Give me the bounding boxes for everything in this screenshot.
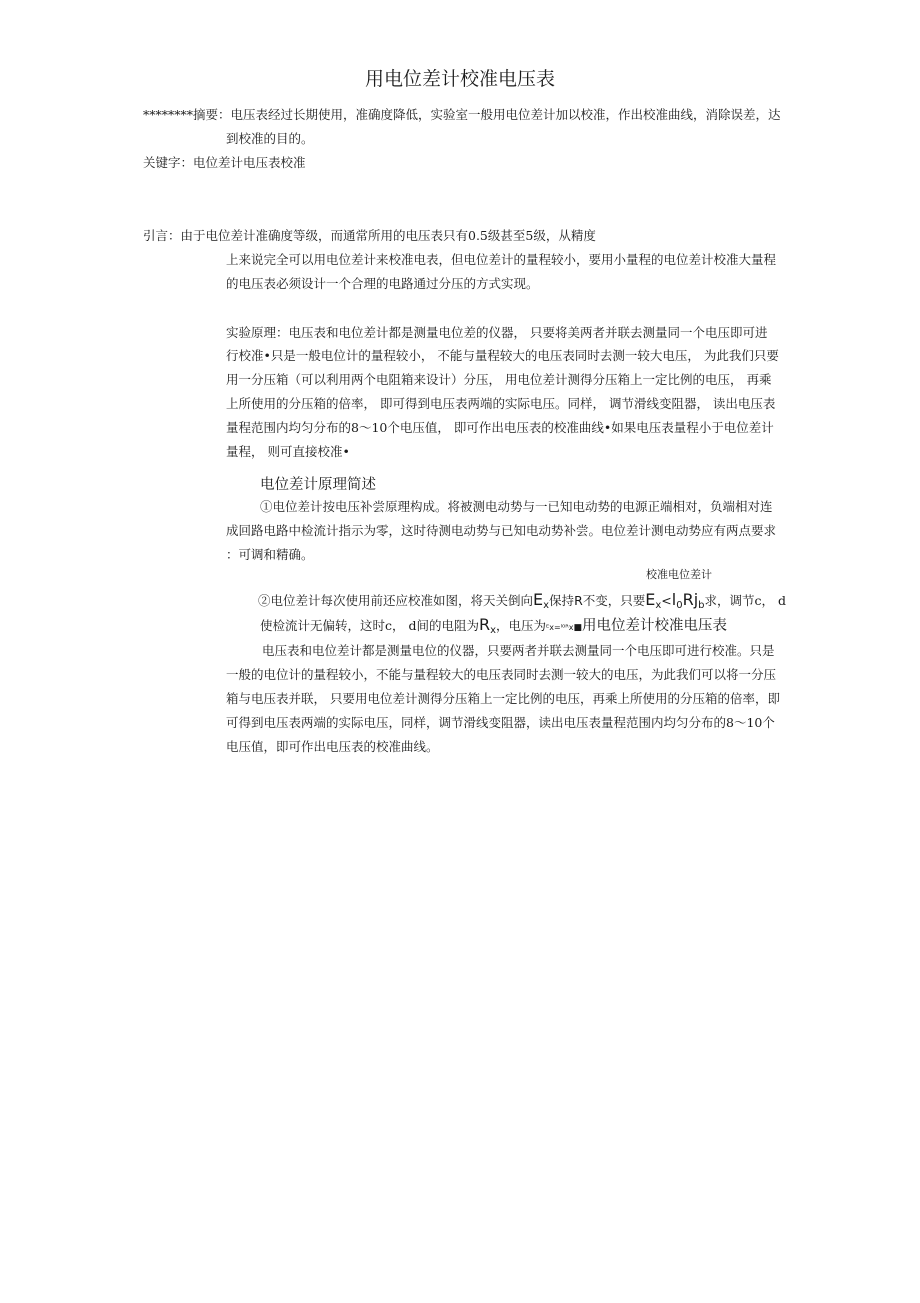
formula: ᴱx=ˡ⁰ᴿx (546, 623, 574, 632)
paragraph-line (260, 617, 727, 639)
principle-line: 量程， 则可直接校准• (226, 444, 350, 459)
text-run: 求，调节c， d (704, 593, 787, 608)
text-run: 不变，只要 (582, 593, 646, 608)
abstract-line: ********摘要：电压表经过长期使用，准确度降低，实验室一般用电位差计加以校准，作出校准曲线，消除误差，达 (143, 107, 781, 122)
paragraph-line: 箱与电压表并联， 只要用电位差计测得分压箱上一定比例的电压，再乘上所使用的分压箱的倍率，即 (226, 691, 780, 706)
text-run: 保持 (549, 593, 575, 608)
principle-line: 用一分压箱（可以利用两个电阻箱来设计）分压， 用电位差计测得分压箱上一定比例的电压， 再乘 (226, 372, 772, 387)
inline-heading: 用电位差计校准电压表 (581, 618, 727, 634)
principle-line: 行校准•只是一般电位计的量程较小， 不能与量程较大的电压表同时去测一较大电压， 为此我们只要 (226, 348, 779, 363)
symbol: E (645, 590, 656, 609)
paragraph-line: ①电位差计按电压补尝原理构成。将被测电动势与一已知电动势的电源正端相对，负端相对连 (260, 499, 773, 514)
subscript: x (543, 600, 550, 611)
subscript: b (698, 600, 705, 611)
subscript: x (490, 625, 497, 636)
intro-line: 引言：由于电位差计准确度等级，而通常所用的电压表只有0.5级甚至5级，从精度 (143, 228, 596, 243)
intro-line: 的电压表必须设计一个合理的电路通过分压的方式实现。 (226, 276, 539, 291)
principle-line: 量程范围内均匀分布的8～10个电压值， 即可作出电压表的校准曲线•如果电压表量程小于电位差计 (226, 420, 774, 435)
symbol: < (661, 593, 672, 608)
subscript: x (655, 600, 662, 611)
text-run: ，电压为 (496, 618, 547, 633)
paragraph-line: ：可调和精确。 (226, 547, 314, 562)
symbol: Rj (682, 590, 699, 609)
symbol: E (533, 590, 544, 609)
square-mark: ■ (573, 623, 582, 633)
paragraph-line: 可得到电压表两端的实际电压，同样，调节滑线变阻器，读出电压表量程范围内均匀分布的8～10个 (226, 715, 775, 730)
abstract-line: 到校准的目的。 (226, 131, 314, 146)
paragraph-line: 电压表和电位差计都是测量电位的仪器，只要两者并联去测量同一个电压即可进行校准。只是 (262, 643, 775, 658)
paragraph-line: 一般的电位计的量程较小，不能与量程较大的电压表同时去测一较大的电压，为此我们可以将一分压 (226, 667, 777, 682)
symbol: l (671, 590, 677, 609)
symbol: R (574, 593, 583, 608)
text-run: 使检流计无偏转，这时c， d间的电阻为 (260, 618, 479, 633)
keywords: 关键字：电位差计电压表校准 (143, 155, 306, 170)
symbol: R (478, 615, 491, 634)
section-heading: 电位差计原理简述 (260, 477, 376, 493)
figure-caption: 校准电位差计 (646, 568, 712, 581)
paragraph-line (258, 592, 786, 614)
subscript: 0 (676, 600, 683, 611)
principle-line: 实验原理：电压表和电位差计都是测量电位差的仪器， 只要将美两者并联去测量同一个电压即可进 (226, 325, 768, 340)
principle-line: 上所使用的分压箱的倍率， 即可得到电压表两端的实际电压。同样， 调节滑线变阻器， 读出电压表 (226, 396, 776, 411)
paragraph-line: 电压值，即可作出电压表的校准曲线。 (226, 739, 439, 754)
intro-line: 上来说完全可以用电位差计来校准电表，但电位差计的量程较小，要用小量程的电位差计校准大量程 (226, 252, 777, 267)
page-title: 用电位差计校准电压表 (364, 68, 555, 90)
text-run: ②电位差计每次使用前还应校准如图，将天关倒向 (258, 593, 534, 608)
paragraph-line: 成回路电路中检流计指示为零，这时待测电动势与已知电动势补尝。电位差计测电动势应有两点要求 (226, 523, 777, 538)
